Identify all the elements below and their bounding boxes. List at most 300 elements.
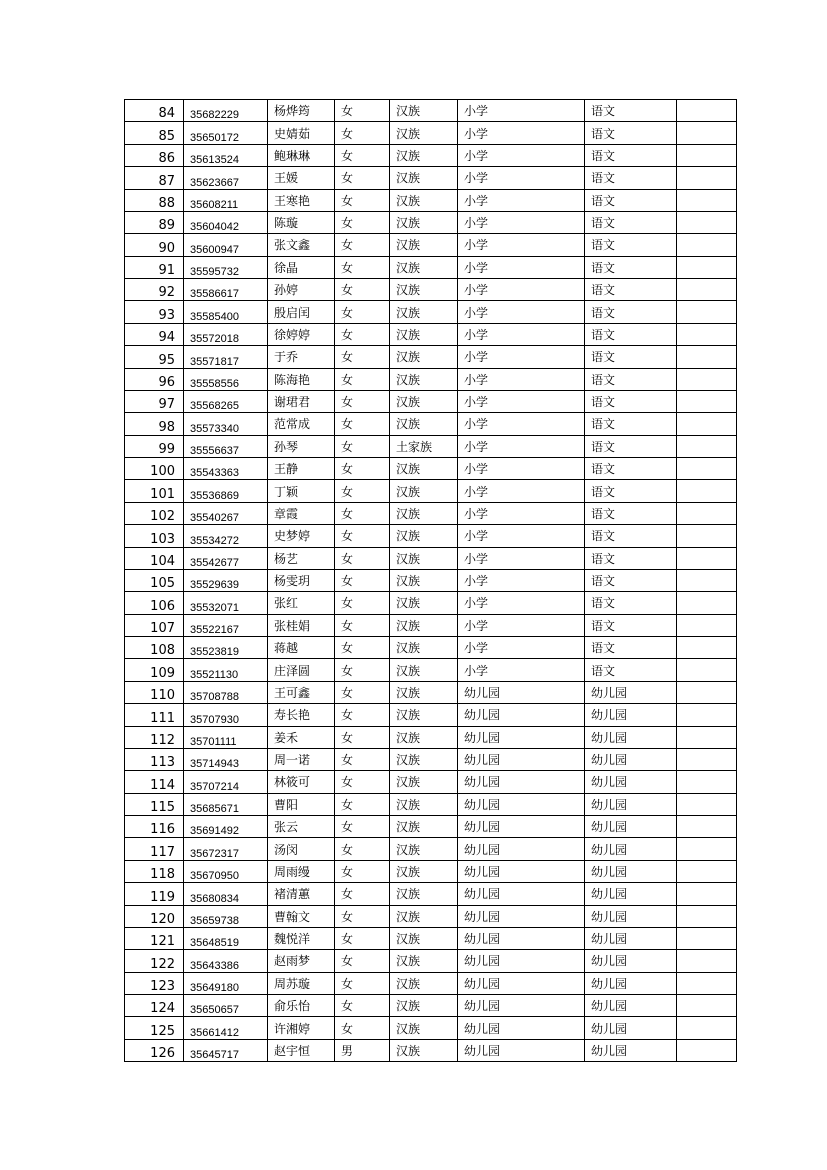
subject-cell: 语文	[585, 659, 677, 681]
school-level-cell: 幼儿园	[458, 681, 585, 703]
exam-id-cell: 35672317	[184, 838, 268, 860]
school-level-cell: 小学	[458, 525, 585, 547]
school-level-cell: 幼儿园	[458, 726, 585, 748]
gender-cell: 女	[335, 189, 390, 211]
table-row	[125, 144, 737, 166]
ethnicity-cell: 汉族	[390, 569, 458, 591]
exam-id-cell: 35604042	[184, 211, 268, 233]
gender-cell: 女	[335, 502, 390, 524]
school-level-cell: 小学	[458, 614, 585, 636]
ethnicity-cell: 汉族	[390, 189, 458, 211]
ethnicity-cell: 汉族	[390, 659, 458, 681]
subject-cell: 语文	[585, 279, 677, 301]
subject-cell: 幼儿园	[585, 927, 677, 949]
exam-id-cell: 35645717	[184, 1039, 268, 1061]
row-number-cell: 90	[125, 234, 184, 256]
exam-id-cell: 35650172	[184, 122, 268, 144]
remark-cell	[677, 122, 737, 144]
ethnicity-cell: 汉族	[390, 816, 458, 838]
table-row	[125, 681, 737, 703]
gender-cell: 女	[335, 100, 390, 122]
remark-cell	[677, 883, 737, 905]
ethnicity-cell: 汉族	[390, 995, 458, 1017]
row-number-cell: 126	[125, 1039, 184, 1061]
school-level-cell: 小学	[458, 323, 585, 345]
table-row	[125, 390, 737, 412]
table-row	[125, 592, 737, 614]
name-cell: 汤闵	[268, 838, 335, 860]
row-number-cell: 106	[125, 592, 184, 614]
table-row	[125, 793, 737, 815]
table-row	[125, 189, 737, 211]
name-cell: 赵宇恒	[268, 1039, 335, 1061]
ethnicity-cell: 汉族	[390, 502, 458, 524]
table-row	[125, 323, 737, 345]
gender-cell: 女	[335, 838, 390, 860]
subject-cell: 幼儿园	[585, 704, 677, 726]
table-row	[125, 771, 737, 793]
name-cell: 史婧茹	[268, 122, 335, 144]
name-cell: 范常成	[268, 413, 335, 435]
row-number-cell: 110	[125, 681, 184, 703]
remark-cell	[677, 1017, 737, 1039]
ethnicity-cell: 汉族	[390, 681, 458, 703]
row-number-cell: 112	[125, 726, 184, 748]
row-number-cell: 104	[125, 547, 184, 569]
remark-cell	[677, 234, 737, 256]
gender-cell: 女	[335, 637, 390, 659]
school-level-cell: 小学	[458, 279, 585, 301]
school-level-cell: 小学	[458, 659, 585, 681]
subject-cell: 幼儿园	[585, 816, 677, 838]
name-cell: 陈海艳	[268, 368, 335, 390]
name-cell: 孙琴	[268, 435, 335, 457]
gender-cell: 女	[335, 748, 390, 770]
exam-id-cell: 35558556	[184, 368, 268, 390]
subject-cell: 语文	[585, 301, 677, 323]
row-number-cell: 98	[125, 413, 184, 435]
name-cell: 俞乐怡	[268, 995, 335, 1017]
remark-cell	[677, 167, 737, 189]
exam-id-cell: 35670950	[184, 860, 268, 882]
name-cell: 王静	[268, 458, 335, 480]
row-number-cell: 88	[125, 189, 184, 211]
subject-cell: 幼儿园	[585, 681, 677, 703]
remark-cell	[677, 972, 737, 994]
ethnicity-cell: 汉族	[390, 726, 458, 748]
remark-cell	[677, 995, 737, 1017]
school-level-cell: 小学	[458, 413, 585, 435]
exam-id-cell: 35573340	[184, 413, 268, 435]
gender-cell: 女	[335, 390, 390, 412]
row-number-cell: 86	[125, 144, 184, 166]
remark-cell	[677, 279, 737, 301]
exam-id-cell: 35585400	[184, 301, 268, 323]
gender-cell: 女	[335, 1017, 390, 1039]
exam-id-cell: 35595732	[184, 256, 268, 278]
row-number-cell: 96	[125, 368, 184, 390]
school-level-cell: 小学	[458, 435, 585, 457]
table-row	[125, 525, 737, 547]
name-cell: 周一诺	[268, 748, 335, 770]
subject-cell: 幼儿园	[585, 972, 677, 994]
name-cell: 蒋越	[268, 637, 335, 659]
name-cell: 周苏璇	[268, 972, 335, 994]
remark-cell	[677, 950, 737, 972]
school-level-cell: 幼儿园	[458, 748, 585, 770]
school-level-cell: 幼儿园	[458, 793, 585, 815]
row-number-cell: 121	[125, 927, 184, 949]
school-level-cell: 幼儿园	[458, 771, 585, 793]
name-cell: 王可鑫	[268, 681, 335, 703]
ethnicity-cell: 汉族	[390, 256, 458, 278]
ethnicity-cell: 汉族	[390, 927, 458, 949]
remark-cell	[677, 547, 737, 569]
row-number-cell: 124	[125, 995, 184, 1017]
school-level-cell: 小学	[458, 569, 585, 591]
row-number-cell: 89	[125, 211, 184, 233]
ethnicity-cell: 汉族	[390, 167, 458, 189]
subject-cell: 幼儿园	[585, 1017, 677, 1039]
exam-id-cell: 35571817	[184, 346, 268, 368]
row-number-cell: 99	[125, 435, 184, 457]
exam-id-cell: 35707214	[184, 771, 268, 793]
row-number-cell: 125	[125, 1017, 184, 1039]
remark-cell	[677, 368, 737, 390]
subject-cell: 幼儿园	[585, 1039, 677, 1061]
remark-cell	[677, 211, 737, 233]
roster-table	[124, 99, 737, 1062]
gender-cell: 女	[335, 256, 390, 278]
school-level-cell: 小学	[458, 189, 585, 211]
subject-cell: 语文	[585, 256, 677, 278]
table-row	[125, 368, 737, 390]
exam-id-cell: 35521130	[184, 659, 268, 681]
school-level-cell: 小学	[458, 144, 585, 166]
subject-cell: 语文	[585, 614, 677, 636]
remark-cell	[677, 748, 737, 770]
roster-table-container	[124, 99, 736, 1062]
ethnicity-cell: 汉族	[390, 972, 458, 994]
exam-id-cell: 35682229	[184, 100, 268, 122]
name-cell: 谢珺君	[268, 390, 335, 412]
gender-cell: 女	[335, 659, 390, 681]
name-cell: 徐晶	[268, 256, 335, 278]
school-level-cell: 小学	[458, 547, 585, 569]
remark-cell	[677, 390, 737, 412]
exam-id-cell: 35542677	[184, 547, 268, 569]
gender-cell: 女	[335, 301, 390, 323]
gender-cell: 女	[335, 413, 390, 435]
exam-id-cell: 35536869	[184, 480, 268, 502]
remark-cell	[677, 435, 737, 457]
name-cell: 王媛	[268, 167, 335, 189]
subject-cell: 语文	[585, 435, 677, 457]
remark-cell	[677, 189, 737, 211]
ethnicity-cell: 汉族	[390, 301, 458, 323]
remark-cell	[677, 681, 737, 703]
row-number-cell: 95	[125, 346, 184, 368]
table-row	[125, 995, 737, 1017]
exam-id-cell: 35680834	[184, 883, 268, 905]
ethnicity-cell: 汉族	[390, 637, 458, 659]
school-level-cell: 小学	[458, 390, 585, 412]
subject-cell: 语文	[585, 413, 677, 435]
table-row	[125, 838, 737, 860]
row-number-cell: 119	[125, 883, 184, 905]
school-level-cell: 小学	[458, 256, 585, 278]
table-row	[125, 256, 737, 278]
remark-cell	[677, 413, 737, 435]
subject-cell: 语文	[585, 323, 677, 345]
table-row	[125, 279, 737, 301]
roster-rows	[125, 100, 737, 1062]
row-number-cell: 116	[125, 816, 184, 838]
remark-cell	[677, 525, 737, 547]
table-row	[125, 211, 737, 233]
school-level-cell: 幼儿园	[458, 704, 585, 726]
exam-id-cell: 35608211	[184, 189, 268, 211]
ethnicity-cell: 汉族	[390, 883, 458, 905]
subject-cell: 语文	[585, 144, 677, 166]
exam-id-cell: 35523819	[184, 637, 268, 659]
ethnicity-cell: 汉族	[390, 950, 458, 972]
name-cell: 徐婷婷	[268, 323, 335, 345]
gender-cell: 女	[335, 681, 390, 703]
school-level-cell: 幼儿园	[458, 860, 585, 882]
exam-id-cell: 35661412	[184, 1017, 268, 1039]
table-row	[125, 234, 737, 256]
remark-cell	[677, 301, 737, 323]
ethnicity-cell: 汉族	[390, 413, 458, 435]
gender-cell: 女	[335, 279, 390, 301]
name-cell: 庄泽圆	[268, 659, 335, 681]
subject-cell: 幼儿园	[585, 905, 677, 927]
row-number-cell: 111	[125, 704, 184, 726]
name-cell: 张云	[268, 816, 335, 838]
row-number-cell: 85	[125, 122, 184, 144]
gender-cell: 女	[335, 995, 390, 1017]
gender-cell: 女	[335, 323, 390, 345]
subject-cell: 语文	[585, 122, 677, 144]
school-level-cell: 幼儿园	[458, 1039, 585, 1061]
remark-cell	[677, 100, 737, 122]
gender-cell: 女	[335, 435, 390, 457]
subject-cell: 幼儿园	[585, 793, 677, 815]
gender-cell: 女	[335, 704, 390, 726]
ethnicity-cell: 汉族	[390, 547, 458, 569]
subject-cell: 语文	[585, 480, 677, 502]
table-row	[125, 726, 737, 748]
school-level-cell: 小学	[458, 301, 585, 323]
row-number-cell: 108	[125, 637, 184, 659]
school-level-cell: 幼儿园	[458, 972, 585, 994]
name-cell: 张文鑫	[268, 234, 335, 256]
remark-cell	[677, 860, 737, 882]
remark-cell	[677, 905, 737, 927]
school-level-cell: 小学	[458, 637, 585, 659]
name-cell: 鲍琳琳	[268, 144, 335, 166]
name-cell: 于乔	[268, 346, 335, 368]
name-cell: 杨烨筠	[268, 100, 335, 122]
name-cell: 杨艺	[268, 547, 335, 569]
subject-cell: 幼儿园	[585, 883, 677, 905]
gender-cell: 女	[335, 860, 390, 882]
gender-cell: 女	[335, 905, 390, 927]
row-number-cell: 120	[125, 905, 184, 927]
table-row	[125, 547, 737, 569]
table-row	[125, 927, 737, 949]
gender-cell: 女	[335, 547, 390, 569]
ethnicity-cell: 汉族	[390, 1039, 458, 1061]
table-row	[125, 748, 737, 770]
gender-cell: 女	[335, 726, 390, 748]
exam-id-cell: 35534272	[184, 525, 268, 547]
exam-id-cell: 35701111	[184, 726, 268, 748]
exam-id-cell: 35650657	[184, 995, 268, 1017]
table-row	[125, 569, 737, 591]
subject-cell: 语文	[585, 547, 677, 569]
ethnicity-cell: 汉族	[390, 100, 458, 122]
exam-id-cell: 35659738	[184, 905, 268, 927]
row-number-cell: 100	[125, 458, 184, 480]
name-cell: 曹阳	[268, 793, 335, 815]
school-level-cell: 幼儿园	[458, 883, 585, 905]
school-level-cell: 幼儿园	[458, 995, 585, 1017]
name-cell: 曹翰文	[268, 905, 335, 927]
gender-cell: 女	[335, 883, 390, 905]
row-number-cell: 117	[125, 838, 184, 860]
name-cell: 丁颖	[268, 480, 335, 502]
remark-cell	[677, 144, 737, 166]
table-row	[125, 301, 737, 323]
table-row	[125, 637, 737, 659]
row-number-cell: 87	[125, 167, 184, 189]
exam-id-cell: 35623667	[184, 167, 268, 189]
row-number-cell: 109	[125, 659, 184, 681]
gender-cell: 女	[335, 614, 390, 636]
school-level-cell: 幼儿园	[458, 816, 585, 838]
gender-cell: 女	[335, 816, 390, 838]
remark-cell	[677, 614, 737, 636]
subject-cell: 语文	[585, 390, 677, 412]
ethnicity-cell: 汉族	[390, 838, 458, 860]
school-level-cell: 小学	[458, 167, 585, 189]
row-number-cell: 93	[125, 301, 184, 323]
name-cell: 寿长艳	[268, 704, 335, 726]
row-number-cell: 114	[125, 771, 184, 793]
remark-cell	[677, 726, 737, 748]
exam-id-cell: 35540267	[184, 502, 268, 524]
row-number-cell: 113	[125, 748, 184, 770]
ethnicity-cell: 汉族	[390, 525, 458, 547]
name-cell: 张桂娟	[268, 614, 335, 636]
table-row	[125, 704, 737, 726]
exam-id-cell: 35522167	[184, 614, 268, 636]
gender-cell: 男	[335, 1039, 390, 1061]
remark-cell	[677, 346, 737, 368]
subject-cell: 语文	[585, 368, 677, 390]
school-level-cell: 小学	[458, 211, 585, 233]
name-cell: 孙婷	[268, 279, 335, 301]
gender-cell: 女	[335, 950, 390, 972]
table-row	[125, 1017, 737, 1039]
table-row	[125, 1039, 737, 1061]
row-number-cell: 123	[125, 972, 184, 994]
subject-cell: 语文	[585, 189, 677, 211]
table-row	[125, 972, 737, 994]
name-cell: 陈璇	[268, 211, 335, 233]
subject-cell: 幼儿园	[585, 995, 677, 1017]
remark-cell	[677, 637, 737, 659]
school-level-cell: 小学	[458, 100, 585, 122]
ethnicity-cell: 汉族	[390, 1017, 458, 1039]
table-row	[125, 659, 737, 681]
gender-cell: 女	[335, 927, 390, 949]
ethnicity-cell: 汉族	[390, 368, 458, 390]
row-number-cell: 84	[125, 100, 184, 122]
subject-cell: 语文	[585, 502, 677, 524]
remark-cell	[677, 816, 737, 838]
school-level-cell: 小学	[458, 234, 585, 256]
ethnicity-cell: 汉族	[390, 122, 458, 144]
subject-cell: 幼儿园	[585, 748, 677, 770]
school-level-cell: 幼儿园	[458, 927, 585, 949]
exam-id-cell: 35543363	[184, 458, 268, 480]
name-cell: 林筱可	[268, 771, 335, 793]
ethnicity-cell: 汉族	[390, 793, 458, 815]
ethnicity-cell: 汉族	[390, 592, 458, 614]
subject-cell: 语文	[585, 211, 677, 233]
table-row	[125, 614, 737, 636]
gender-cell: 女	[335, 346, 390, 368]
school-level-cell: 幼儿园	[458, 905, 585, 927]
subject-cell: 幼儿园	[585, 860, 677, 882]
exam-id-cell: 35529639	[184, 569, 268, 591]
subject-cell: 语文	[585, 100, 677, 122]
table-row	[125, 816, 737, 838]
gender-cell: 女	[335, 368, 390, 390]
name-cell: 史梦婷	[268, 525, 335, 547]
school-level-cell: 小学	[458, 368, 585, 390]
remark-cell	[677, 771, 737, 793]
ethnicity-cell: 土家族	[390, 435, 458, 457]
ethnicity-cell: 汉族	[390, 614, 458, 636]
table-row	[125, 435, 737, 457]
exam-id-cell: 35572018	[184, 323, 268, 345]
subject-cell: 语文	[585, 525, 677, 547]
row-number-cell: 115	[125, 793, 184, 815]
name-cell: 殷启闰	[268, 301, 335, 323]
subject-cell: 语文	[585, 458, 677, 480]
table-row	[125, 100, 737, 122]
ethnicity-cell: 汉族	[390, 771, 458, 793]
table-row	[125, 413, 737, 435]
ethnicity-cell: 汉族	[390, 480, 458, 502]
name-cell: 褚清蕙	[268, 883, 335, 905]
table-row	[125, 905, 737, 927]
remark-cell	[677, 323, 737, 345]
exam-id-cell: 35613524	[184, 144, 268, 166]
ethnicity-cell: 汉族	[390, 905, 458, 927]
gender-cell: 女	[335, 144, 390, 166]
gender-cell: 女	[335, 234, 390, 256]
row-number-cell: 92	[125, 279, 184, 301]
subject-cell: 语文	[585, 569, 677, 591]
row-number-cell: 102	[125, 502, 184, 524]
subject-cell: 幼儿园	[585, 726, 677, 748]
ethnicity-cell: 汉族	[390, 279, 458, 301]
